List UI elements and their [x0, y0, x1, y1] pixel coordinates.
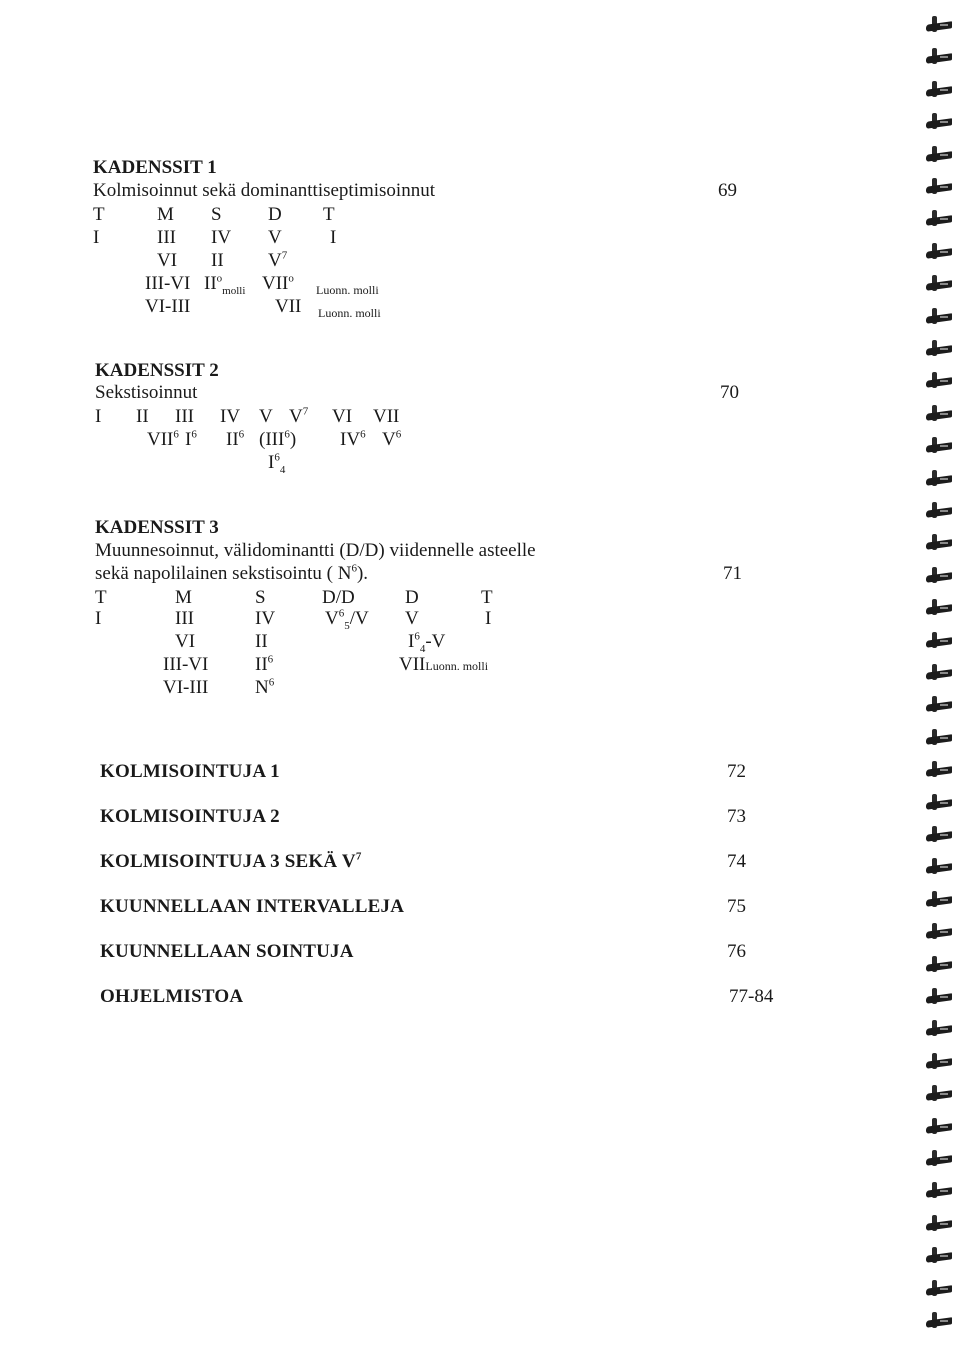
s2-chord-v: V	[259, 406, 273, 427]
s3-chord-vii-natural-minor: VIILuonn. molli	[399, 654, 489, 675]
s1-chord-v: V	[268, 227, 282, 248]
s1-chord-vii: VII	[275, 296, 302, 317]
s3-func-t2: T	[481, 587, 493, 608]
spiral-coil	[926, 862, 958, 874]
s1-chord-i: I	[93, 227, 100, 248]
toc-page-72: 72	[727, 761, 746, 782]
s2-chord-vi: VI	[332, 406, 353, 427]
s2-chord-v6: $V^6$	[382, 428, 402, 450]
spiral-coil	[926, 830, 958, 842]
spiral-coil	[926, 279, 958, 291]
s1-chord-i2: I	[330, 227, 337, 248]
toc-item-ohjelmistoa: OHJELMISTOA	[100, 986, 244, 1007]
s1-chord-vii-dim: VII$^o$	[262, 272, 294, 294]
spiral-coil	[926, 603, 958, 615]
section3-line2: sekä napolilainen sekstisointu ( $N^6$).	[95, 562, 369, 584]
spiral-coil	[926, 1089, 958, 1101]
spiral-coil	[926, 927, 958, 939]
spiral-coil	[926, 1057, 958, 1069]
s3-chord-vi-iii: VI-III	[163, 677, 209, 698]
s1-func-d: D	[268, 204, 282, 225]
s3-func-dd: D/D	[322, 587, 355, 608]
s1-chord-ii: II	[211, 250, 224, 271]
s3-chord-v: V	[405, 608, 419, 629]
s3-func-s: S	[255, 587, 266, 608]
toc-page-76: 76	[727, 941, 746, 962]
s3-func-d: D	[405, 587, 419, 608]
section3-page-number: 71	[723, 563, 742, 584]
s1-chord-vi: VI	[157, 250, 178, 271]
s3-chord-iii-vi: III-VI	[163, 654, 209, 675]
spiral-coil	[926, 117, 958, 129]
s2-chord-ii6: $II^6$	[226, 428, 245, 450]
spiral-coil	[926, 52, 958, 64]
spiral-coil	[926, 344, 958, 356]
s3-func-t: T	[95, 587, 107, 608]
s3-func-m: M	[175, 587, 192, 608]
s3-chord-ii6: $II^6$	[255, 653, 274, 675]
spiral-coil	[926, 1024, 958, 1036]
spiral-coil	[926, 376, 958, 388]
section2-page-number: 70	[720, 382, 739, 403]
spiral-coil	[926, 798, 958, 810]
s1-chord-vi-iii: VI-III	[145, 296, 191, 317]
s3-chord-v65-of-v: $V^6_5/V$	[325, 607, 369, 632]
spiral-coil	[926, 571, 958, 583]
s2-chord-iv6: $IV^6$	[340, 428, 366, 450]
toc-item-kuunnellaan-intervalleja: KUUNNELLAAN INTERVALLEJA	[100, 896, 405, 917]
spiral-coil	[926, 765, 958, 777]
section1-subtitle: Kolmisoinnut sekä dominanttiseptimisoinnut	[93, 180, 435, 201]
s2-chord-iv: IV	[220, 406, 241, 427]
s3-chord-ii: II	[255, 631, 268, 652]
s1-func-m: M	[157, 204, 174, 225]
spiral-coil	[926, 247, 958, 259]
toc-page-73: 73	[727, 806, 746, 827]
spiral-coil	[926, 214, 958, 226]
toc-page-77-84: 77-84	[729, 986, 774, 1007]
spiral-coil	[926, 700, 958, 712]
toc-item-kolmisointuja-2: KOLMISOINTUJA 2	[100, 806, 280, 827]
s1-chord-iii-vi: III-VI	[145, 273, 191, 294]
spiral-coil	[926, 1219, 958, 1231]
spiral-coil	[926, 733, 958, 745]
s3-chord-i: I	[95, 608, 102, 629]
spiral-coil	[926, 85, 958, 97]
spiral-coil	[926, 668, 958, 680]
s1-func-t: T	[93, 204, 105, 225]
spiral-coil	[926, 1122, 958, 1134]
section2-subtitle: Sekstisoinnut	[95, 382, 198, 403]
toc-item-kuunnellaan-sointuja: KUUNNELLAAN SOINTUJA	[100, 941, 354, 962]
s3-chord-iii: III	[175, 608, 194, 629]
toc-page-75: 75	[727, 896, 746, 917]
spiral-coil	[926, 1154, 958, 1166]
s1-func-t2: T	[323, 204, 335, 225]
s2-chord-iii: III	[175, 406, 194, 427]
section3-line1: Muunnesoinnut, välidominantti (D/D) viidennelle asteelle	[95, 540, 536, 561]
spiral-coil	[926, 474, 958, 486]
spiral-coil	[926, 895, 958, 907]
s2-chord-i64: $I^6_4$	[268, 451, 286, 476]
s3-chord-vi: VI	[175, 631, 196, 652]
s1-note-natural-minor: Luonn. molli	[316, 283, 379, 297]
s3-chord-i64-v: $I^6_4-V$	[408, 630, 446, 655]
s1-chord-ii-dim: $II^o_{molli}$	[204, 272, 246, 297]
s3-chord-i2: I	[485, 608, 492, 629]
spiral-coil	[926, 506, 958, 518]
s2-chord-vii6: VII$^6$	[147, 428, 179, 450]
spiral-coil	[926, 538, 958, 550]
section2-title: KADENSSIT 2	[95, 360, 219, 381]
s1-chord-iv: IV	[211, 227, 232, 248]
s2-chord-i6: $I^6$	[185, 428, 197, 450]
spiral-coil	[926, 182, 958, 194]
spiral-binding	[920, 20, 960, 1350]
s2-chord-v7: $V^7$	[289, 405, 309, 427]
spiral-coil	[926, 441, 958, 453]
s1-chord-v7: $V^7$	[268, 249, 288, 271]
s2-chord-i: I	[95, 406, 102, 427]
s3-chord-n6: $N^6$	[255, 676, 275, 698]
spiral-coil	[926, 1284, 958, 1296]
spiral-coil	[926, 1316, 958, 1328]
spiral-coil	[926, 312, 958, 324]
section1-title: KADENSSIT 1	[93, 157, 217, 178]
spiral-coil	[926, 1186, 958, 1198]
s1-chord-iii: III	[157, 227, 176, 248]
spiral-coil	[926, 20, 958, 32]
spiral-coil	[926, 150, 958, 162]
spiral-coil	[926, 992, 958, 1004]
spiral-coil	[926, 636, 958, 648]
spiral-coil	[926, 1251, 958, 1263]
s2-chord-vii: VII	[373, 406, 400, 427]
spiral-coil	[926, 960, 958, 972]
s2-chord-iii6: (III$^6$)	[259, 428, 297, 450]
s1-func-s: S	[211, 204, 222, 225]
toc-item-kolmisointuja-1: KOLMISOINTUJA 1	[100, 761, 280, 782]
s3-chord-iv: IV	[255, 608, 276, 629]
section1-page-number: 69	[718, 180, 737, 201]
spiral-coil	[926, 409, 958, 421]
s1-note-natural-minor-2: Luonn. molli	[318, 306, 381, 320]
toc-page-74: 74	[727, 851, 746, 872]
s2-chord-ii: II	[136, 406, 149, 427]
section3-title: KADENSSIT 3	[95, 517, 219, 538]
toc-item-kolmisointuja-3: KOLMISOINTUJA 3 SEKÄ $V^7$	[100, 850, 362, 872]
